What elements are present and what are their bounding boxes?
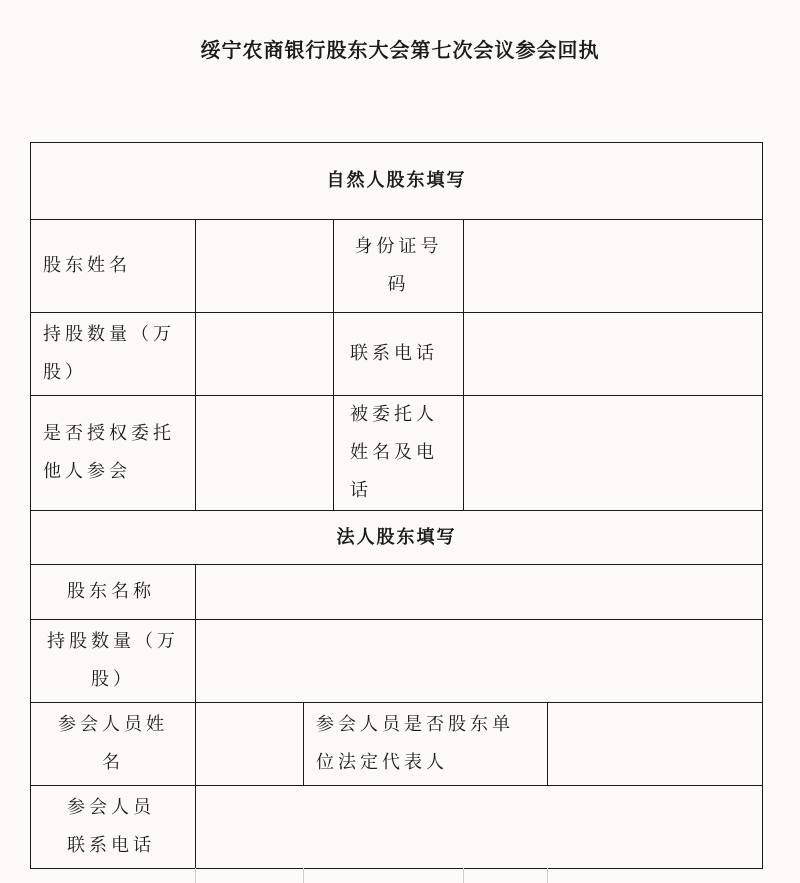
proxy-name-phone-field[interactable] xyxy=(464,396,763,511)
contact-phone-label: 联系电话 xyxy=(334,313,464,396)
authorize-proxy-field[interactable] xyxy=(196,396,334,511)
attendee-phone-field[interactable] xyxy=(196,786,763,869)
next-page-table-edge xyxy=(30,868,762,883)
is-legal-representative-label: 参会人员是否股东单 位法定代表人 xyxy=(304,703,548,786)
faint-grid-line xyxy=(195,868,196,883)
authorize-proxy-label: 是否授权委托 他人参会 xyxy=(31,396,196,511)
attendee-phone-label: 参会人员 联系电话 xyxy=(31,786,196,869)
natural-shares-label: 持股数量（万 股） xyxy=(31,313,196,396)
faint-grid-line xyxy=(463,868,464,883)
contact-phone-field[interactable] xyxy=(464,313,763,396)
id-number-label: 身份证号 码 xyxy=(334,220,464,313)
receipt-form-table xyxy=(30,142,763,869)
document-title: 绥宁农商银行股东大会第七次会议参会回执 xyxy=(200,38,600,62)
id-number-field[interactable] xyxy=(464,220,763,313)
natural-shares-field[interactable] xyxy=(196,313,334,396)
legal-shareholder-name-label: 股东名称 xyxy=(31,565,196,620)
faint-grid-line xyxy=(547,868,548,883)
legal-shareholder-name-field[interactable] xyxy=(196,565,763,620)
legal-shares-field[interactable] xyxy=(196,620,763,703)
attendee-name-field[interactable] xyxy=(196,703,304,786)
legal-person-section-header: 法人股东填写 xyxy=(31,511,763,565)
legal-shares-label: 持股数量（万 股） xyxy=(31,620,196,703)
shareholder-name-label: 股东姓名 xyxy=(31,220,196,313)
natural-person-section-header: 自然人股东填写 xyxy=(31,143,763,220)
proxy-name-phone-label: 被委托人 姓名及电 话 xyxy=(334,396,464,511)
shareholder-name-field[interactable] xyxy=(196,220,334,313)
is-legal-representative-field[interactable] xyxy=(548,703,763,786)
attendee-name-label: 参会人员姓 名 xyxy=(31,703,196,786)
faint-grid-line xyxy=(303,868,304,883)
